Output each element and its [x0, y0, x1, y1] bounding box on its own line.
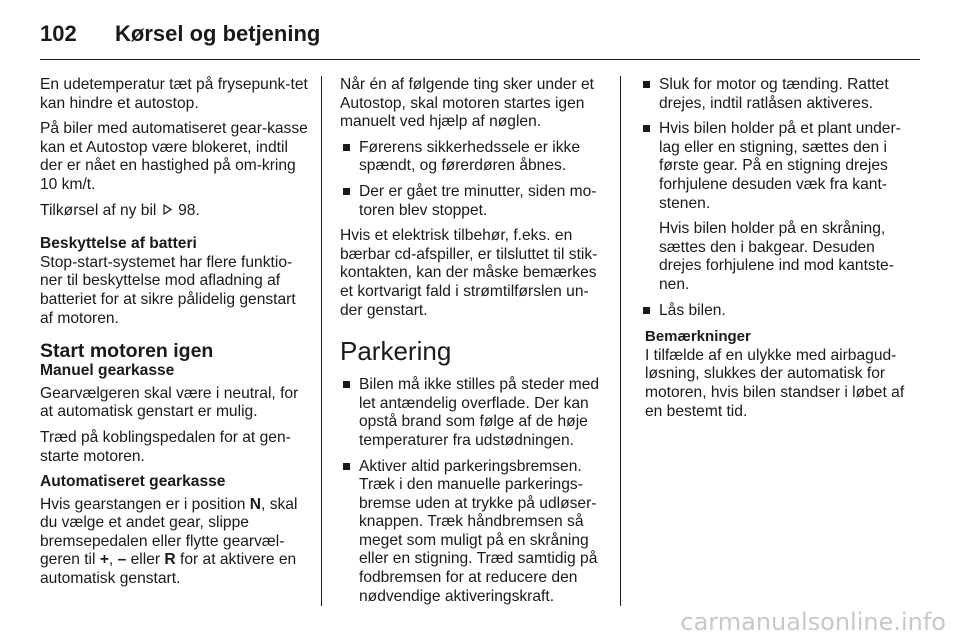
running-in-page-link[interactable]: 98.: [178, 201, 200, 219]
watermark: carmanualsonline.info: [680, 608, 946, 636]
auto-text-3: eller: [126, 551, 165, 569]
page-header: [40, 14, 320, 54]
column-divider-2: [620, 76, 621, 606]
list-item: [640, 120, 906, 294]
list-item-text: Bilen må ikke stilles på steder med let antændelig overflade. Der kan opstå brand som følge af de høje temperaturer fra udstødningen.: [359, 376, 600, 449]
list-item: [340, 376, 604, 450]
list-item-text: Aktiver altid parkeringsbremsen. Træk i den manuelle parkerings-bremse uden at trykke på udløser-knappen. Træk håndbremsen så meget som muligt på en skråning eller en stigning. Træd samtidig på fodbremsen for at reducere den nødvendige aktiveringskraft.: [359, 457, 598, 605]
note-text: I tilfælde af en ulykke med airbagud-løsning, slukkes der automatisk for motoren, hvis bilen standser i løbet af en bestemt tid.: [645, 346, 905, 420]
auto-text-4: for at aktivere en automatisk genstart.: [40, 551, 297, 588]
list-item-text: Der er gået tre minutter, siden mo-toren blev stoppet.: [359, 182, 597, 219]
parking-list-continued: [640, 76, 906, 320]
gear-position-n: N: [249, 495, 262, 513]
gear-position-minus: –: [117, 551, 127, 569]
auto-text-2: , skal du vælge et andet gear, slippe bremsepedalen eller flytte gearvæl-geren til: [40, 495, 298, 569]
electric-accessory-paragraph: Hvis et elektrisk tilbehør, f.eks. en bærbar cd-afspiller, er tilsluttet til stik-kontakten, kan der måske bemærkes et kortvarigt fald i strømtilførslen un-der genstart.: [340, 227, 598, 319]
battery-paragraph: Stop-start-systemet har flere funktio-ner til beskyttelse mod afladning af batteriet for at sikre pålidelig genstart af motoren.: [40, 253, 296, 327]
chapter-title: Kørsel og betjening: [115, 21, 321, 46]
bullet-square-icon: [343, 188, 350, 195]
gear-position-plus: +: [99, 551, 109, 569]
header-divider: [40, 59, 920, 60]
column-divider-1: [321, 76, 322, 606]
manual-paragraph-1: Gearvælgeren skal være i neutral, for at automatisk genstart er mulig.: [40, 384, 299, 421]
gear-position-r: R: [164, 551, 176, 569]
battery-heading: Beskyttelse af batteri: [40, 235, 197, 253]
page-number: 102: [40, 21, 77, 46]
bullet-square-icon: [343, 463, 350, 470]
paragraph-freezing: En udetemperatur tæt på frysepunk-tet kan hindre et autostop.: [40, 76, 308, 112]
parking-list: [340, 376, 604, 606]
bullet-square-icon: [643, 125, 650, 132]
column-2: [340, 76, 604, 613]
list-item: [340, 183, 604, 220]
bullet-square-icon: [643, 81, 650, 88]
manual-paragraph-2: Træd på koblingspedalen for at gen-starte motoren.: [40, 428, 291, 465]
manual-restart-list: [340, 139, 604, 220]
list-item-text: Hvis bilen holder på et plant under-lag eller en stigning, sættes den i første gear. På en stigning drejes forhjulene desuden væk fra kant-stenen.: [659, 120, 901, 212]
note-box: [645, 328, 906, 421]
list-item-subparagraph: Hvis bilen holder på en skråning, sættes den i bakgear. Desuden drejes forhjulene ind mod kantste-nen.: [659, 220, 894, 293]
list-item: [640, 302, 906, 321]
restart-heading: Start motoren igen: [40, 340, 214, 363]
running-in-text: Tilkørsel af ny bil: [40, 201, 157, 219]
parking-heading: Parkering: [340, 336, 452, 367]
automated-gearbox-heading: Automatiseret gearkasse: [40, 473, 226, 491]
note-heading: Bemærkninger: [645, 328, 751, 346]
list-item: [640, 76, 906, 113]
list-item-text: Sluk for motor og tænding. Rattet drejes, indtil ratlåsen aktiveres.: [659, 76, 889, 112]
auto-text-1: Hvis gearstangen er i position: [40, 495, 250, 513]
manual-restart-intro: Når én af følgende ting sker under et Autostop, skal motoren startes igen manuelt ved hjælp af nøglen.: [340, 76, 594, 131]
paragraph-automated-gearbox: På biler med automatiseret gear-kasse kan et Autostop være blokeret, indtil der er nået en hastighed på om-kring 10 km/t.: [40, 120, 308, 193]
auto-separator: ,: [108, 551, 118, 569]
bullet-square-icon: [343, 381, 350, 388]
column-1: [40, 76, 308, 596]
paragraph-running-in: [40, 202, 308, 221]
bullet-square-icon: [343, 144, 350, 151]
list-item-text: Lås bilen.: [659, 301, 726, 319]
list-item-text: Førerens sikkerhedssele er ikke spændt, og førerdøren åbnes.: [359, 138, 580, 175]
manual-gearbox-heading: Manuel gearkasse: [40, 362, 175, 380]
automated-gearbox-paragraph: [40, 496, 308, 589]
bullet-square-icon: [643, 307, 650, 314]
page-reference-icon: [163, 202, 172, 221]
column-3: [640, 76, 906, 428]
list-item: [340, 139, 604, 176]
list-item: [340, 458, 604, 607]
